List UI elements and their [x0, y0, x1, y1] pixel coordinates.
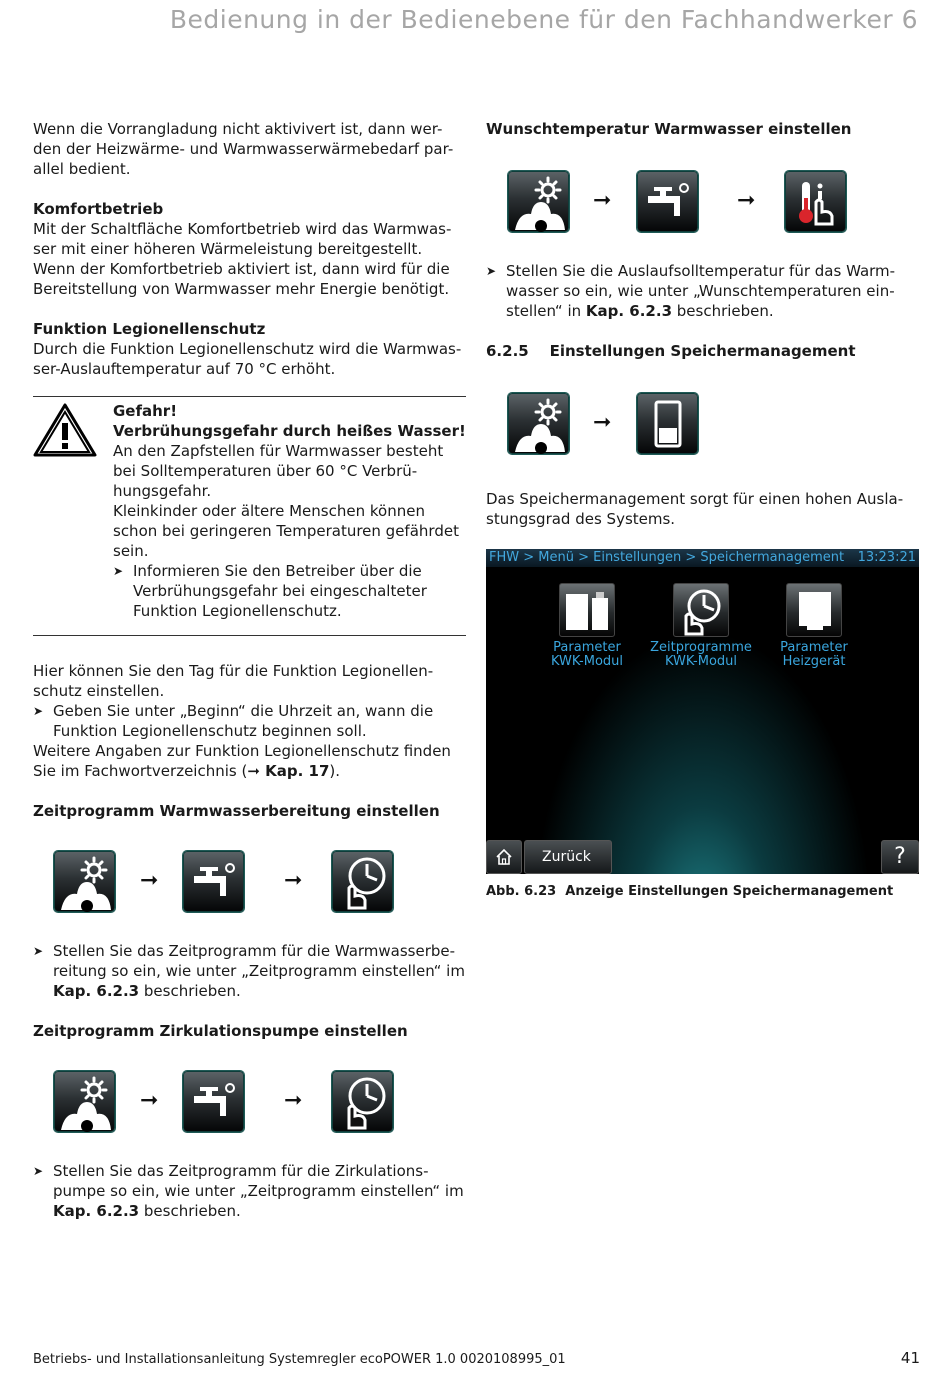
intro-paragraph: Wenn die Vorrangladung nicht aktivivert ist, dann wer-den der Heizwärme- und Warmwasserwärmebedarf par-allel bedient. [33, 120, 454, 178]
home-button[interactable] [486, 840, 522, 874]
home-icon [494, 847, 514, 867]
right-column [486, 119, 920, 902]
clock-readout: 13:23:21 [857, 550, 916, 565]
more-info-paragraph: Weitere Angaben zur Funktion Legionellenschutz finden Sie im Fachwortverzeichnis (➞ Kap. 17). [33, 742, 451, 780]
parameter-kwk-label[interactable]: Parameter KWK-Modul [550, 640, 624, 669]
thermometer-touch-icon [786, 172, 847, 233]
settings-tile [508, 171, 569, 232]
warning-box [33, 396, 466, 636]
temperature-tile [785, 171, 846, 232]
komfort-paragraph: Mit der Schaltfläche Komfortbetrieb wird das Warmwas-ser mit einer höheren Wärmeleistung bereitgestellt. Wenn der Komfortbetrieb aktiviert ist, dann wird für die Bereitstellung von Warmwasser mehr Energie benötigt. [33, 220, 452, 298]
zeit-ww-heading: Zeitprogramm Warmwasserbereitung einstellen [33, 802, 440, 820]
zeitprogramme-kwk-button[interactable] [673, 583, 729, 637]
arrow-icon: ➞ [140, 1088, 159, 1113]
tag-bullet: ➤ Geben Sie unter „Beginn“ die Uhrzeit an, wann die Funktion Legionellenschutz beginnen soll. [33, 701, 466, 741]
settings-tile [54, 851, 115, 912]
footer-text: Betriebs- und Installationsanleitung Systemregler ecoPOWER 1.0 0020108995_01 [33, 1352, 566, 1367]
section-title: Einstellungen Speichermanagement [549, 342, 856, 360]
page-number: 41 [900, 1349, 920, 1367]
parameter-kwk-button[interactable] [559, 583, 615, 637]
storage-tile [637, 393, 698, 454]
screen-status-bar [486, 549, 919, 567]
legionellen-heading: Funktion Legionellenschutz [33, 320, 266, 338]
clock-touch-icon [333, 852, 394, 913]
wunsch-icon-row [486, 161, 920, 243]
controller-screen [486, 549, 919, 874]
page-header: Bedienung in der Bedienebene für den Fachhandwerker 6 [169, 5, 918, 34]
wunsch-heading: Wunschtemperatur Warmwasser einstellen [486, 120, 852, 138]
zirk-icon-row [33, 1061, 466, 1143]
breadcrumb[interactable]: FHW > Menü > Einstellungen > Speichermanagement [489, 550, 845, 565]
legionellen-paragraph: Durch die Funktion Legionellenschutz wird die Warmwas-ser-Auslauftemperatur auf 70 °C erhöht. [33, 340, 462, 378]
arrow-icon: ➞ [593, 410, 612, 435]
zirk-bullet: ➤ Stellen Sie das Zeitprogramm für die Zirkulations-pumpe so ein, wie unter „Zeitprogramm einstellen“ im Kap. 6.2.3 beschrieben. [33, 1161, 466, 1221]
gear-icon [55, 852, 116, 913]
chp-module-icon [560, 584, 616, 638]
arrow-icon: ➞ [284, 1088, 303, 1113]
clock-touch-icon [333, 1072, 394, 1133]
arrow-icon: ➞ [737, 188, 756, 213]
figure-caption: Abb. 6.23 Anzeige Einstellungen Speichermanagement [486, 884, 894, 899]
warning-bullet: ➤ Informieren Sie den Betreiber über die Verbrühungsgefahr bei eingeschalteter Funktion Legionellenschutz. [113, 561, 466, 621]
komfort-heading: Komfortbetrieb [33, 200, 164, 218]
storage-tank-icon [638, 394, 699, 455]
timeprogram-tile [332, 1071, 393, 1132]
water-tile [183, 1071, 244, 1132]
warning-text-2: Kleinkinder oder ältere Menschen können schon bei geringeren Temperaturen gefährdet sein. [113, 502, 459, 560]
clock-touch-icon [674, 584, 730, 638]
water-tap-icon [184, 852, 245, 913]
timeprogram-tile [332, 851, 393, 912]
help-icon: ? [894, 844, 906, 869]
tag-paragraph: Hier können Sie den Tag für die Funktion Legionellen-schutz einstellen. [33, 662, 434, 700]
arrow-icon: ➞ [284, 868, 303, 893]
speicher-paragraph: Das Speichermanagement sorgt für einen hohen Ausla-stungsgrad des Systems. [486, 490, 904, 528]
water-tap-icon [184, 1072, 245, 1133]
speicher-icon-row [486, 383, 920, 465]
left-column [33, 119, 466, 1221]
arrow-icon: ➞ [140, 868, 159, 893]
settings-tile [54, 1071, 115, 1132]
warning-triangle-icon [33, 403, 97, 457]
wunsch-bullet: ➤ Stellen Sie die Auslaufsolltemperatur für das Warm-wasser so ein, wie unter „Wunschtemperaturen ein-stellen“ in Kap. 6.2.3 beschrieben. [486, 261, 920, 321]
warning-title: Gefahr! [113, 402, 178, 420]
gear-icon [55, 1072, 116, 1133]
zirk-heading: Zeitprogramm Zirkulationspumpe einstellen [33, 1022, 408, 1040]
gear-icon [509, 394, 570, 455]
warning-subtitle: Verbrühungsgefahr durch heißes Wasser! [113, 422, 466, 440]
help-button[interactable] [881, 840, 919, 874]
section-heading [486, 341, 920, 361]
water-tile [183, 851, 244, 912]
back-button[interactable]: Zurück [524, 840, 612, 874]
section-number: 6.2.5 [486, 342, 529, 360]
gear-icon [509, 172, 570, 233]
water-tile [637, 171, 698, 232]
zeit-ww-icon-row [33, 841, 466, 923]
warning-text: An den Zapfstellen für Warmwasser besteht bei Solltemperaturen über 60 °C Verbrü-hungsgefahr. [113, 442, 444, 500]
heater-icon [787, 584, 843, 638]
zeitprogramme-kwk-label[interactable]: Zeitprogramme KWK-Modul [650, 640, 752, 669]
water-tap-icon [638, 172, 699, 233]
arrow-icon: ➞ [593, 188, 612, 213]
parameter-heizgeraet-label[interactable]: Parameter Heizgerät [780, 640, 848, 669]
settings-tile [508, 393, 569, 454]
chapter-reference: ➞ Kap. 17 [247, 762, 330, 780]
zeit-ww-bullet: ➤ Stellen Sie das Zeitprogramm für die Warmwasserbe-reitung so ein, wie unter „Zeitprogramm einstellen“ im Kap. 6.2.3 beschrieben. [33, 941, 466, 1001]
parameter-heizgeraet-button[interactable] [786, 583, 842, 637]
